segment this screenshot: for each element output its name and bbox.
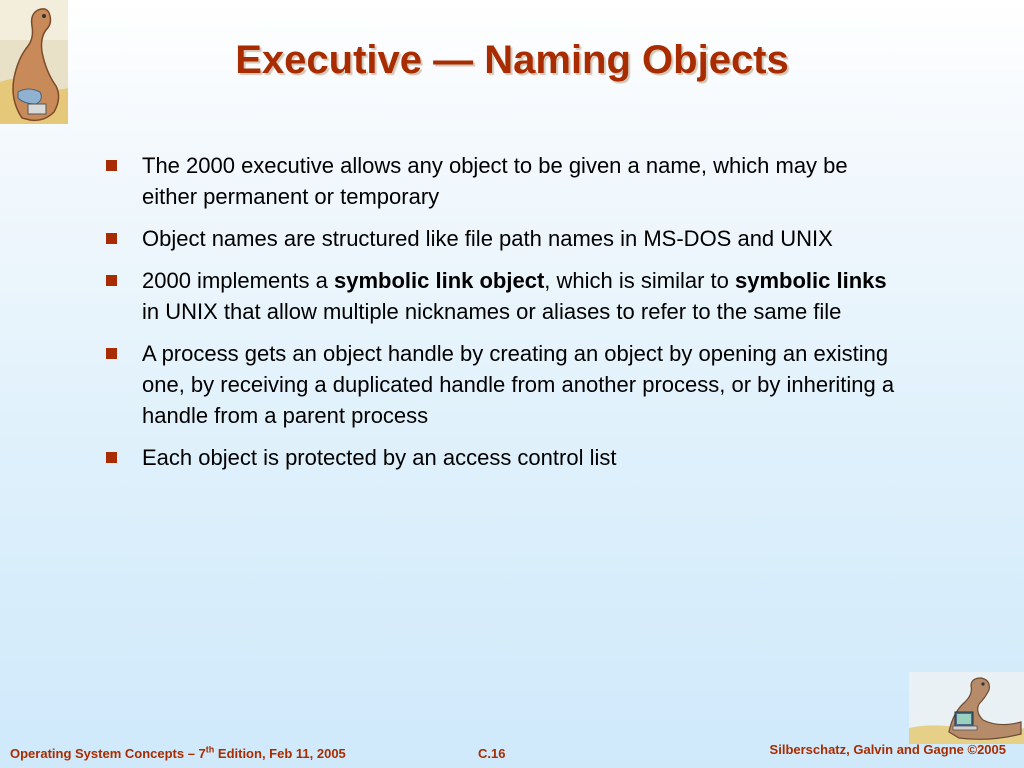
- footer-edition-sup: th: [205, 744, 215, 755]
- square-bullet-icon: [106, 275, 117, 286]
- bullet-text: in UNIX that allow multiple nicknames or aliases to refer to the same file: [142, 299, 842, 324]
- square-bullet-icon: [106, 233, 117, 244]
- square-bullet-icon: [106, 348, 117, 359]
- footer-edition-date: Edition, Feb 11, 2005: [214, 746, 346, 761]
- square-bullet-icon: [106, 160, 117, 171]
- footer-course-title: Operating System Concepts – 7: [10, 746, 206, 761]
- bullet-text: Object names are structured like file path names in MS-DOS and UNIX: [142, 226, 833, 251]
- bullet-bold-text: symbolic links: [735, 268, 887, 293]
- bullet-text: 2000 implements a: [142, 268, 334, 293]
- bullet-bold-text: symbolic link object: [334, 268, 545, 293]
- bullet-list: [103, 150, 903, 484]
- bullet-item: [103, 223, 903, 254]
- bullet-text: , which is similar to: [544, 268, 735, 293]
- footer-copyright: Silberschatz, Galvin and Gagne ©2005: [769, 742, 1006, 757]
- page-number: C.16: [478, 746, 506, 761]
- bullet-text: Each object is protected by an access control list: [142, 445, 617, 470]
- bullet-text: A process gets an object handle by creating an object by opening an existing one, by receiving a duplicated handle from another process, or by inheriting a handle from a parent process: [142, 341, 895, 428]
- slide-title: Executive — Naming Objects: [235, 38, 789, 82]
- footer-course-info: [10, 744, 346, 768]
- bullet-text: The 2000 executive allows any object to be given a name, which may be either permanent or temporary: [142, 153, 848, 209]
- bullet-item: [103, 265, 903, 327]
- dinosaur-computer-icon: [909, 672, 1024, 744]
- bullet-item: [103, 150, 903, 212]
- square-bullet-icon: [106, 452, 117, 463]
- bullet-item: [103, 442, 903, 473]
- bullet-item: [103, 338, 903, 431]
